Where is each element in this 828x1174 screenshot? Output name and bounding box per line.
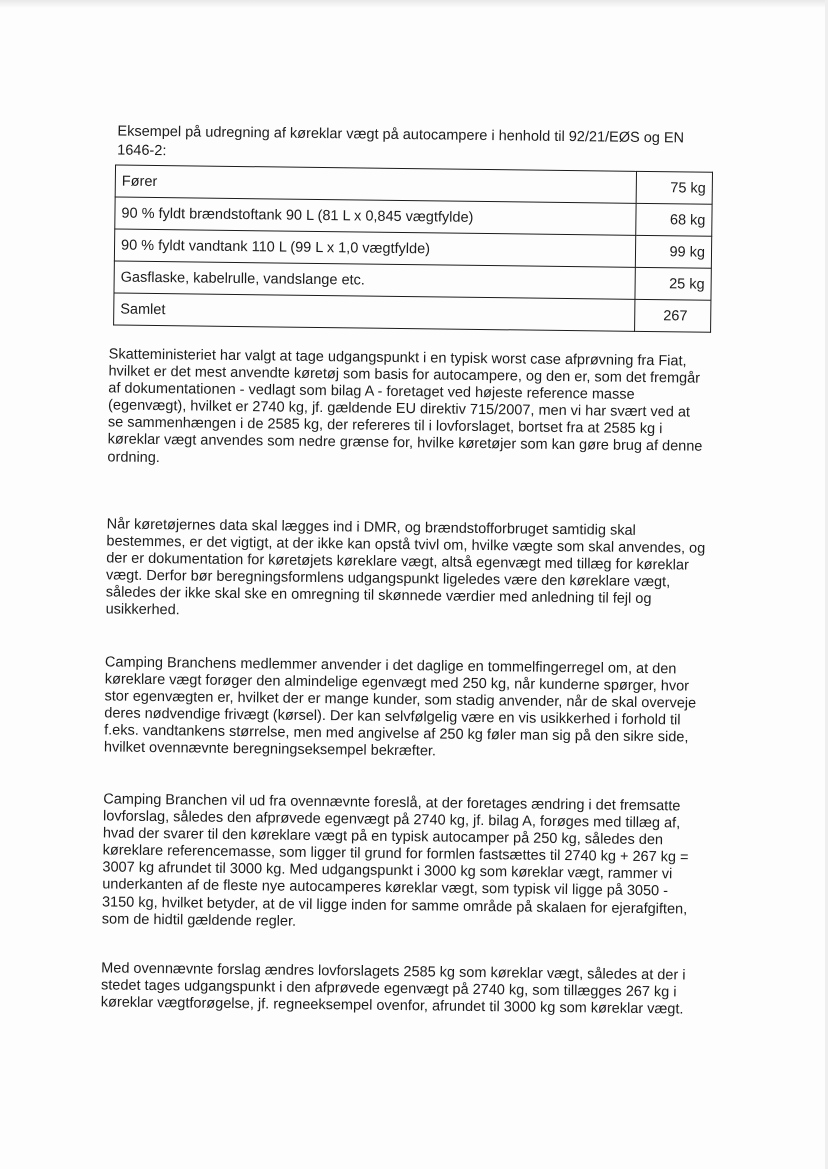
paragraph: Når køretøjernes data skal lægges ind i DMR, og brændstofforbruget samtidig skal bestemmes, er det vigtigt, at der ikke kan opstå tvivl om, hvilke vægte som skal anvendes, og der er dokumentation for køretøjets køreklare vægt, altså egenvægt med tillæg for køreklar vægt. Derfor bør beregningsformlens udgangspunkt ligeledes være den køreklare vægt, således der ikke skal ske en omregning til skønnede værdier med anledning til fejl og usikkerhed. bbox=[105, 516, 706, 619]
table-cell-value: 99 kg bbox=[635, 235, 711, 268]
table-row-total bbox=[114, 293, 711, 332]
table-cell-item: 90 % fyldt brændstoftank 90 L (81 L x 0,845 vægtfylde) bbox=[115, 197, 636, 235]
table-cell-value: 25 kg bbox=[635, 267, 711, 300]
weight-table bbox=[113, 164, 713, 332]
table-cell-item: Gasflaske, kabelrulle, vandslange etc. bbox=[114, 261, 635, 299]
table-cell-value: 68 kg bbox=[636, 203, 712, 236]
paragraph: Camping Branchen vil ud fra ovennævnte foreslå, at der foretages ændring i det fremsatte lovforslag, således den afprøvede egenvægt på 2740 kg, jf. bilag A, forøges med tillæg af, hvad der svarer til den køreklare vægt på en typisk autocamper på 250 kg, således den køreklare referencemasse, som ligger til grund for formlen fastsættes til 2740 kg + 267 kg = 3007 kg afrundet til 3000 kg. Med udgangspunkt i 3000 kg som køreklar vægt, rammer vi underkanten af de fleste nye autocamperes køreklar vægt, som typisk vil ligge på 3050 - 3150 kg, hvilket betyder, at de vil ligge inden for samme område på skalaen for ejerafgiften, som de hidtil gældende regler. bbox=[101, 791, 689, 930]
table-cell-value: 75 kg bbox=[636, 171, 712, 204]
paragraph: Skatteministeriet har valgt at tage udgangspunkt i en typisk worst case afprøvning fra Fiat, hvilket er det mest anvendte køretøj som basis for autocampere, og den er, som det fremgår af dokumentationen - vedlagt som bilag A - foretaget ved højeste reference masse (egenvægt), hvilket er 2740 kg, jf. gældende EU direktiv 715/2007, men vi har svært ved at se sammenhængen i de 2585 kg, der refereres til i lovforslaget, bortset fra at 2585 kg i køreklar vægt anvendes som nedre grænse for, hvilke køretøjer som kan gøre brug af denne ordning. bbox=[107, 346, 703, 466]
intro-heading: Eksempel på udregning af køreklar vægt på autocampere i henhold til 92/21/EØS og EN 1646-2: bbox=[117, 123, 685, 160]
paragraph: Camping Branchens medlemmer anvender i det daglige en tommelfingerregel om, at den køreklare vægt forøger den almindelige egenvægt med 250 kg, når kunderne spørger, hvor stor egenvægten er, hvilket der er mange kunder, som stadig anvender, når de skal overveje deres nødvendige frivægt (kørsel). Der kan selvfølgelig være en vis usikkerhed i forhold til f.eks. vandtankens størrelse, men med angivelse af 250 kg føler man sig på den sikre side, hvilket ovennævnte beregningseksempel bekræfter. bbox=[103, 654, 697, 760]
table-cell-item: Fører bbox=[115, 165, 636, 203]
table-cell-item: Samlet bbox=[114, 293, 635, 331]
paragraph: Med ovennævnte forslag ændres lovforslagets 2585 kg som køreklar vægt, således at der i stedet tages udgangspunkt i den afprøvede egenvægt på 2740 kg, som tillægges 267 kg i køreklar vægtforøgelse, jf. regneeksempel ovenfor, afrundet til 3000 kg som køreklar vægt. bbox=[100, 960, 686, 1018]
table-cell-item: 90 % fyldt vandtank 110 L (99 L x 1,0 vægtfylde) bbox=[114, 229, 635, 267]
table-cell-total-value: 267 bbox=[635, 299, 711, 332]
